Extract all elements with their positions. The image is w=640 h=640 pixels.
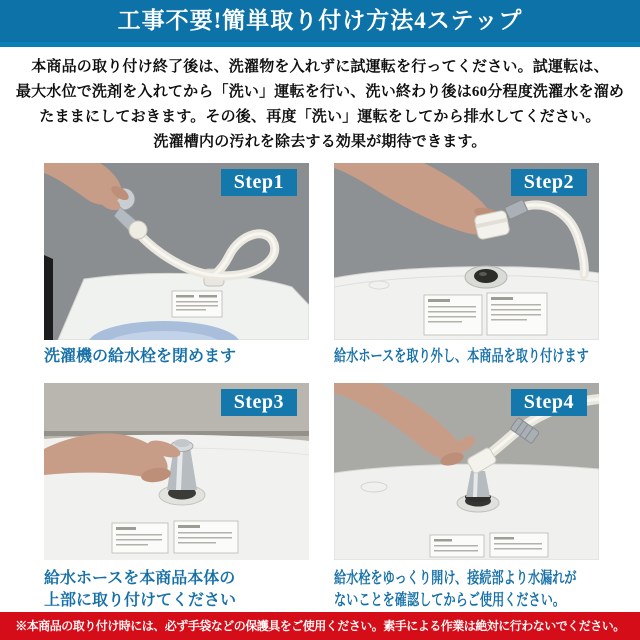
intro-line-2: 最大水位で洗剤を入れてから「洗い」運転を行い、洗い終わり後は60分程度洗濯水を溜め (15, 84, 625, 100)
footer-warning-text: ※本商品の取り付け時には、必ず手袋などの保護具をご使用ください。素手による作業は絶対に行わないでください。 (15, 619, 625, 633)
step-3-caption-line-1: 給水ホースを本商品本体の (44, 570, 236, 587)
step-3-badge-label: Step3 (233, 391, 284, 413)
step-2-caption (334, 340, 599, 383)
step-3-cell (44, 383, 309, 612)
step-3-photo (44, 383, 309, 560)
step-3-caption-line-2: 上部に取り付けてください (44, 592, 237, 609)
step-4-caption-line-1: 給水栓をゆっくり開け、接続部より水漏れが (334, 570, 577, 587)
intro-line-3: たままにしておきます。その後、再度「洗い」運転をしてから排水してください。 (39, 109, 601, 125)
dark-corner (44, 255, 53, 340)
intro-text (0, 55, 640, 155)
step-4-cell (334, 383, 599, 612)
step-1-cell (44, 163, 309, 383)
warning-labels (112, 521, 238, 553)
intro-line-1: 本商品の取り付け終了後は、洗濯物を入れずに試運転を行ってください。試運転は、 (31, 59, 609, 75)
step-4-badge (511, 389, 587, 416)
inlet (465, 266, 507, 288)
footer-warning-band (0, 612, 640, 640)
step-2-caption-line-1: 給水ホースを取り外し、本商品を取り付けます (334, 348, 589, 365)
step-1-photo (44, 163, 309, 340)
step-2-cell (334, 163, 599, 383)
step-1-caption-line-1: 洗濯機の給水栓を閉めます (44, 348, 237, 365)
washing-machine (334, 266, 599, 340)
warning-label (172, 291, 222, 317)
step-2-badge-label: Step2 (523, 171, 574, 193)
step-1-badge-label: Step1 (233, 171, 284, 193)
step-4-caption-line-2: ないことを確認してからご使用ください。 (334, 592, 566, 609)
washing-machine (334, 464, 599, 560)
step-4-photo (334, 383, 599, 560)
step-1-badge (221, 169, 297, 196)
step-1-caption (44, 340, 309, 383)
step-2-photo (334, 163, 599, 340)
header-banner (0, 0, 640, 47)
step-4-caption (334, 560, 599, 612)
page-title: 工事不要!簡単取り付け方法4ステップ (117, 8, 523, 33)
step-4-badge-label: Step4 (523, 391, 574, 413)
step-3-caption (44, 560, 309, 612)
steps-grid (44, 163, 599, 612)
intro-line-4: 洗濯槽内の汚れを除去する効果が期待できます。 (153, 134, 487, 150)
step-3-badge (221, 389, 297, 416)
step-2-badge (511, 169, 587, 196)
